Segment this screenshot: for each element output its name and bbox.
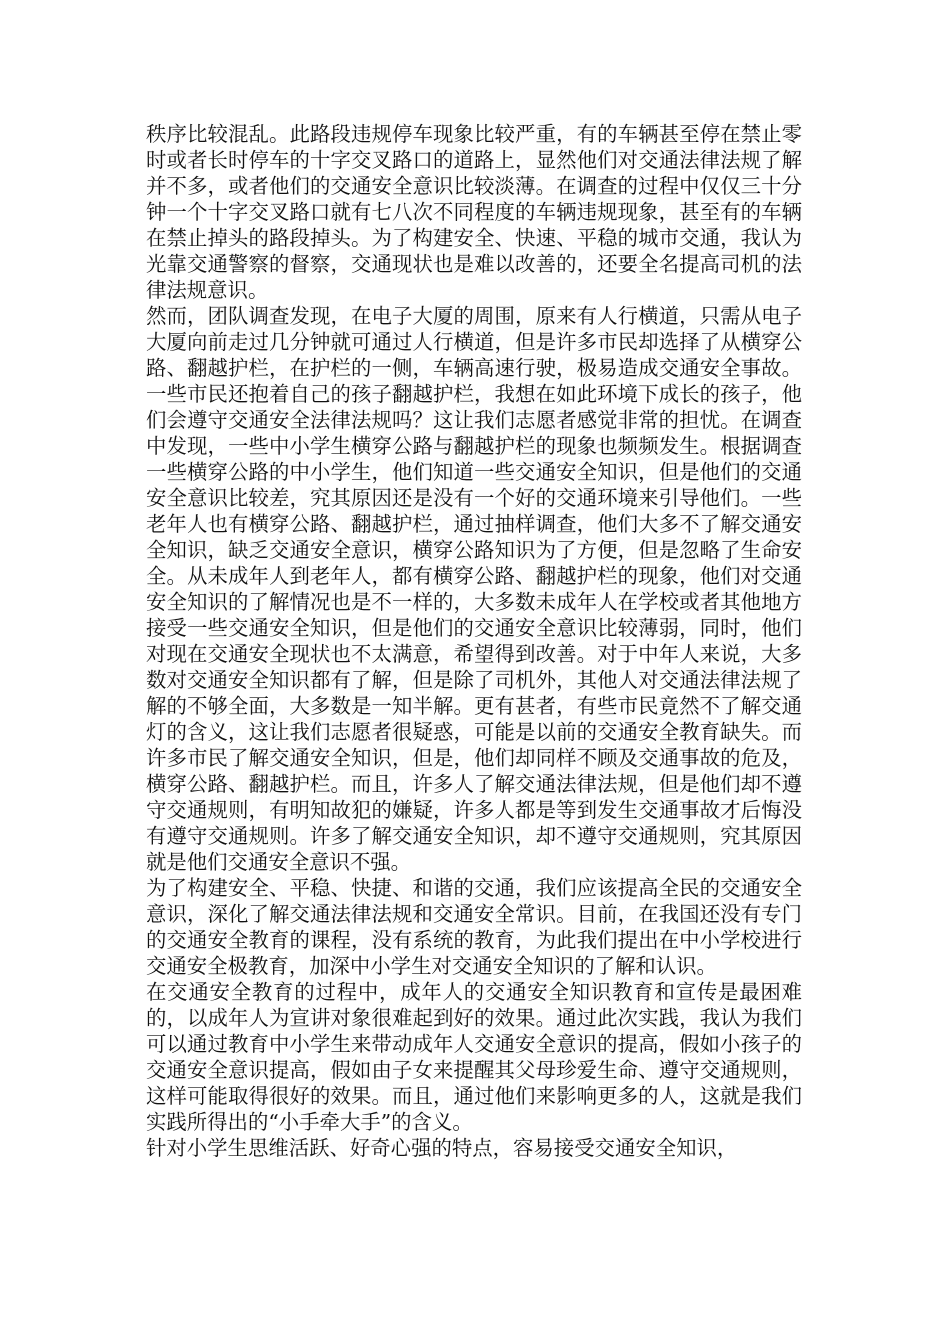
paragraph-students-characteristics: 针对小学生思维活跃、好奇心强的特点，容易接受交通安全知识， (146, 1136, 738, 1160)
paragraph-illegal-parking: 秩序比较混乱。此路段违规停车现象比较严重，有的车辆甚至停在禁止零时或者长时停车的十字交叉路口的道路上，显然他们对交通法律法规了解并不多，或者他们的交通安全意识比较淡薄。在调查的过程中仅仅三十分钟一个十字交叉路口就有七八次不同程度的车辆违规现象，甚至有的车辆在禁止掉头的路段掉头。为了构建安全、快速、平稳的城市交通，我认为光靠交通警察的督察，交通现状也是难以改善的，还要全名提高司机的法律法规意识。 (146, 122, 802, 302)
paragraph-small-hands-big-hands: 在交通安全教育的过程中，成年人的交通安全知识教育和宣传是最困难的，以成年人为宣讲对象很难起到好的效果。通过此次实践，我认为我们可以通过教育中小学生来带动成年人交通安全意识的提高，假如小孩子的交通安全意识提高，假如由子女来提醒其父母珍爱生命、遵守交通规则，这样可能取得很好的效果。而且，通过他们来影响更多的人，这就是我们实践所得出的“小手牵大手”的含义。 (146, 980, 802, 1134)
paragraph-survey-findings: 然而，团队调查发现，在电子大厦的周围，原来有人行横道，只需从电子大厦向前走过几分钟就可通过人行横道，但是许多市民却选择了从横穿公路、翻越护栏，在护栏的一侧，车辆高速行驶，极易造成交通安全事故。一些市民还抱着自己的孩子翻越护栏，我想在如此环境下成长的孩子，他们会遵守交通安全法律法规吗？这让我们志愿者感觉非常的担忧。在调查中发现，一些中小学生横穿公路与翻越护栏的现象也频频发生。根据调查一些横穿公路的中小学生，他们知道一些交通安全知识，但是他们的交通安全意识比较差，究其原因还是没有一个好的交通环境来引导他们。一些老年人也有横穿公路、翻越护栏，通过抽样调查，他们大多不了解交通安全知识，缺乏交通安全意识，横穿公路知识为了方便，但是忽略了生命安全。从未成年人到老年人，都有横穿公路、翻越护栏的现象，他们对交通安全知识的了解情况也是不一样的，大多数未成年人在学校或者其他地方接受一些交通安全知识，但是他们的交通安全意识比较薄弱，同时，他们对现在交通安全现状也不太满意，希望得到改善。对于中年人来说，大多数对交通安全知识都有了解，但是除了司机外，其他人对交通法律法规了解的不够全面，大多数是一知半解。更有甚者，有些市民竟然不了解交通灯的含义，这让我们志愿者很疑惑，可能是以前的交通安全教育缺失。而许多市民了解交通安全知识，但是，他们却同样不顾及交通事故的危及，横穿公路、翻越护栏。而且，许多人了解交通法律法规，但是他们却不遵守交通规则，有明知故犯的嫌疑，许多人都是等到发生交通事故才后悔没有遵守交通规则。许多了解交通安全知识，却不遵守交通规则，究其原因就是他们交通安全意识不强。 (146, 304, 802, 874)
paragraph-safety-awareness: 为了构建安全、平稳、快捷、和谐的交通，我们应该提高全民的交通安全意识，深化了解交通法律法规和交通安全常识。目前，在我国还没有专门的交通安全教育的课程，没有系统的教育，为此我们提出在中小学校进行交通安全极教育，加深中小学生对交通安全知识的了解和认识。 (146, 876, 802, 978)
document-page (146, 121, 802, 1161)
